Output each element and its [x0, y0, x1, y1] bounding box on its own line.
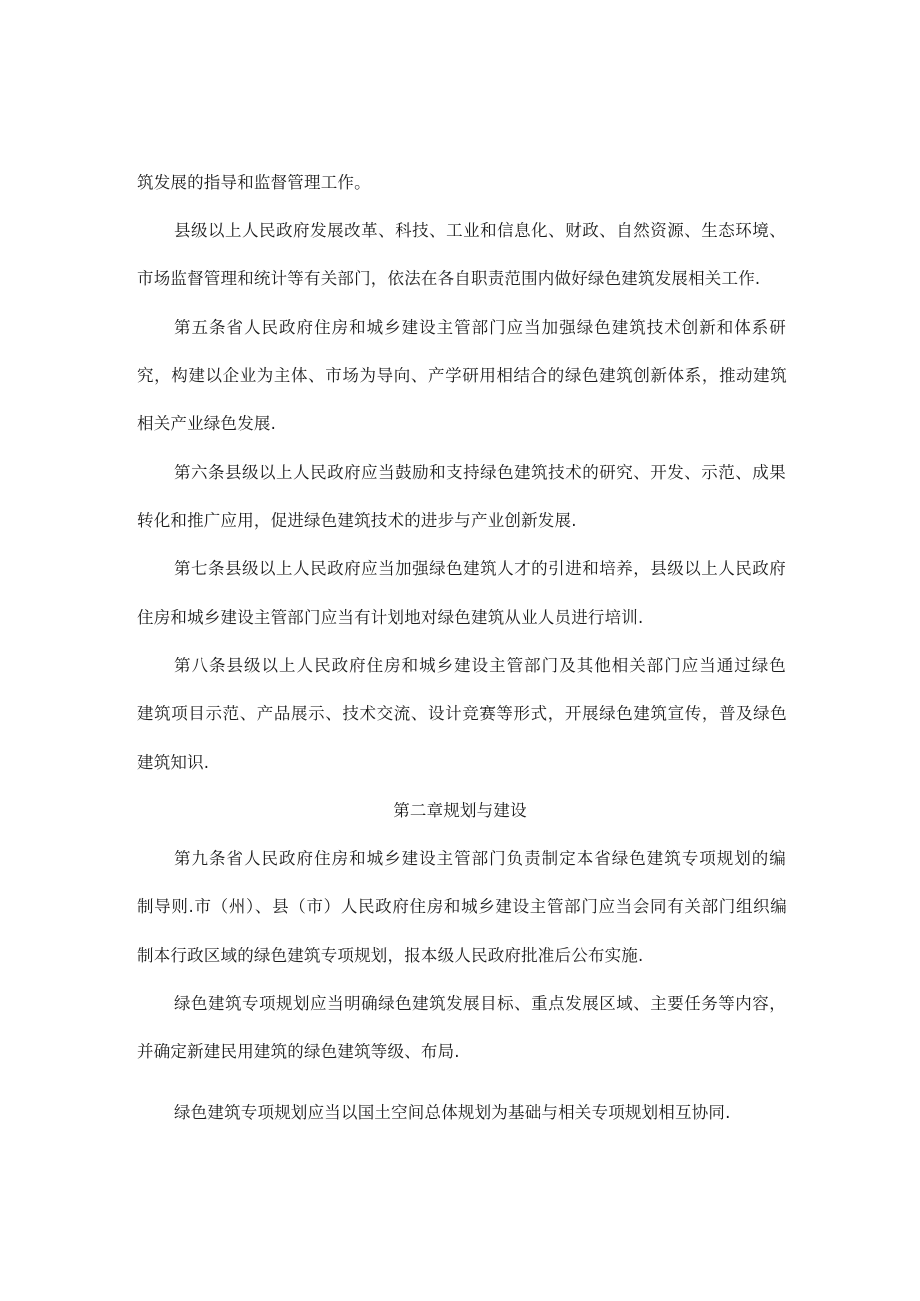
article-7-line: 第七条县级以上人民政府应当加强绿色建筑人才的引进和培养，县级以上人民政府 — [174, 559, 786, 578]
article-6-line: 第六条县级以上人民政府应当鼓励和支持绿色建筑技术的研究、开发、示范、成果 — [174, 463, 786, 482]
article-5-line: 第五条省人民政府住房和城乡建设主管部门应当加强绿色建筑技术创新和体系研 — [174, 318, 786, 337]
chapter-heading: 第二章规划与建设 — [393, 801, 527, 820]
article-8-line: 第八条县级以上人民政府住房和城乡建设主管部门及其他相关部门应当通过绿色 — [174, 656, 786, 675]
article-8-line: 建筑项目示范、产品展示、技术交流、设计竞赛等形式，开展绿色建筑宣传，普及绿色 — [137, 704, 787, 723]
paragraph-line: 县级以上人民政府发展改革、科技、工业和信息化、财政、自然资源、生态环境、 — [174, 221, 786, 240]
article-8-line: 建筑知识. — [137, 753, 210, 772]
article-9-line: 第九条省人民政府住房和城乡建设主管部门负责制定本省绿色建筑专项规划的编 — [174, 849, 786, 868]
paragraph-line: 绿色建筑专项规划应当明确绿色建筑发展目标、重点发展区域、主要任务等内容， — [174, 994, 786, 1013]
article-7-line: 住房和城乡建设主管部门应当有计划地对绿色建筑从业人员进行培训. — [137, 608, 644, 627]
article-9-line: 制本行政区域的绿色建筑专项规划，报本级人民政府批准后公布实施. — [137, 946, 644, 965]
article-5-line: 究，构建以企业为主体、市场为导向、产学研用相结合的绿色建筑创新体系，推动建筑 — [137, 366, 787, 385]
paragraph-line: 筑发展的指导和监督管理工作。 — [137, 173, 371, 192]
article-6-line: 转化和推广应用，促进绿色建筑技术的进步与产业创新发展. — [137, 511, 577, 530]
paragraph-line: 市场监督管理和统计等有关部门，依法在各自职责范围内做好绿色建筑发展相关工作. — [137, 269, 761, 288]
paragraph-line: 绿色建筑专项规划应当以国土空间总体规划为基础与相关专项规划相互协同. — [174, 1103, 731, 1122]
paragraph-line: 并确定新建民用建筑的绿色建筑等级、布局. — [137, 1042, 460, 1061]
article-9-line: 制导则.市（州）、县（市）人民政府住房和城乡建设主管部门应当会同有关部门组织编 — [137, 897, 787, 916]
article-5-line: 相关产业绿色发展. — [137, 414, 277, 433]
